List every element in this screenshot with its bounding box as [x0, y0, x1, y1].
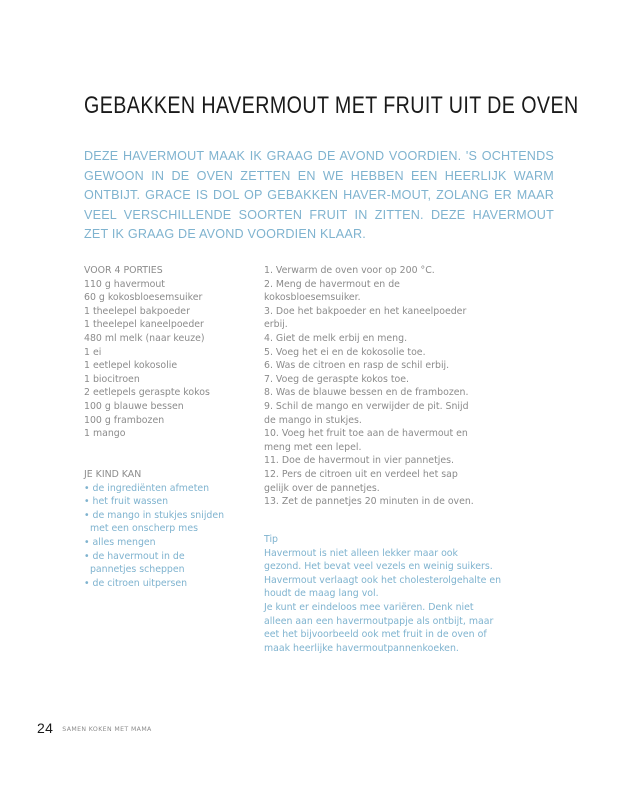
ingredients-list — [84, 264, 264, 441]
step-line: 10. Voeg het fruit toe aan de havermout en — [264, 428, 468, 440]
ingredient-item: 110 g havermout — [84, 278, 165, 290]
step-line: 13. Zet de pannetjes 20 minuten in de oven. — [264, 496, 474, 508]
kids-task-item: met een onscherp mes — [84, 523, 198, 535]
kids-task-item: • de citroen uitpersen — [84, 577, 188, 589]
tip-line: Havermout verlaagt ook het cholesterolgehalte en — [264, 574, 502, 586]
kids-task-item: • alles mengen — [84, 536, 156, 548]
book-title: SAMEN KOKEN MET MAMA — [62, 726, 152, 733]
kids-task-item: • het fruit wassen — [84, 496, 169, 508]
step-line: 5. Voeg het ei en de kokosolie toe. — [264, 346, 426, 358]
tip-line: houdt de maag lang vol. — [264, 588, 379, 600]
ingredient-item: 480 ml melk (naar keuze) — [84, 332, 205, 344]
ingredient-item: 60 g kokosbloesemsuiker — [84, 292, 203, 304]
ingredient-item: 100 g blauwe bessen — [84, 400, 184, 412]
tip-line: maak heerlijke havermoutpannenkoeken. — [264, 642, 459, 654]
kids-task-item: • de ingrediënten afmeten — [84, 482, 210, 494]
step-line: 7. Voeg de geraspte kokos toe. — [264, 373, 410, 385]
tip-line: alleen aan een havermoutpapje als ontbijt, maar — [264, 615, 494, 627]
ingredient-item: 1 mango — [84, 428, 126, 440]
tip-heading: Tip — [264, 534, 278, 545]
ingredients-heading: VOOR 4 PORTIES — [84, 265, 163, 276]
page-footer — [37, 718, 152, 737]
ingredient-item: 1 biocitroen — [84, 373, 140, 385]
recipe-title: GEBAKKEN HAVERMOUT MET FRUIT UIT DE OVEN — [84, 92, 579, 119]
tip-line: Havermout is niet alleen lekker maar ook — [264, 547, 458, 559]
tip-box — [264, 533, 524, 655]
step-line: 1. Verwarm de oven voor op 200 °C. — [264, 265, 435, 276]
tip-line: Je kunt er eindeloos mee variëren. Denk niet — [264, 601, 474, 613]
step-line: 8. Was de blauwe bessen en de frambozen. — [264, 387, 469, 399]
kids-task-item: • de havermout in de — [84, 550, 185, 562]
page-number: 24 — [37, 720, 54, 736]
step-line: erbij. — [264, 319, 288, 331]
step-line: kokosbloesemsuiker. — [264, 292, 361, 304]
step-line: 4. Giet de melk erbij en meng. — [264, 332, 408, 344]
ingredient-item: 2 eetlepels geraspte kokos — [84, 387, 210, 399]
step-line: gelijk over de pannetjes. — [264, 482, 380, 494]
ingredient-item: 1 theelepel kaneelpoeder — [84, 319, 204, 331]
step-line: 11. Doe de havermout in vier pannetjes. — [264, 455, 454, 467]
step-line: meng met een lepel. — [264, 441, 362, 453]
steps-list — [264, 264, 514, 509]
ingredient-item: 100 g frambozen — [84, 414, 165, 426]
step-line: 6. Was de citroen en rasp de schil erbij. — [264, 360, 450, 372]
step-line: 2. Meng de havermout en de — [264, 278, 400, 290]
kids-task-item: pannetjes scheppen — [84, 564, 185, 576]
ingredient-item: 1 ei — [84, 346, 102, 358]
tip-line: gezond. Het bevat veel vezels en weinig suikers. — [264, 561, 493, 573]
recipe-intro: DEZE HAVERMOUT MAAK IK GRAAG DE AVOND VOORDIEN. 'S OCHTENDS GEWOON IN DE OVEN ZETTEN EN WE HEBBEN EEN HEERLIJK WARM ONTBIJT. GRACE IS DOL OP GEBAKKEN HAVER-MOUT, ZOLANG ER MAAR VEEL VERSCHILLENDE SOORTEN FRUIT IN ZITTEN. DEZE HAVERMOUT ZET IK GRAAG DE AVOND VOORDIEN KLAAR. — [84, 149, 554, 241]
step-line: 12. Pers de citroen uit en verdeel het sap — [264, 468, 458, 480]
kids-tasks — [84, 468, 274, 590]
tip-line: eet het bijvoorbeeld ook met fruit in de oven of — [264, 629, 487, 641]
kids-task-item: • de mango in stukjes snijden — [84, 509, 225, 521]
kids-heading: JE KIND KAN — [84, 469, 142, 480]
step-line: 3. Doe het bakpoeder en het kaneelpoeder — [264, 305, 467, 317]
ingredient-item: 1 eetlepel kokosolie — [84, 360, 178, 372]
step-line: de mango in stukjes. — [264, 414, 362, 426]
step-line: 9. Schil de mango en verwijder de pit. Snijd — [264, 400, 469, 412]
ingredient-item: 1 theelepel bakpoeder — [84, 305, 190, 317]
